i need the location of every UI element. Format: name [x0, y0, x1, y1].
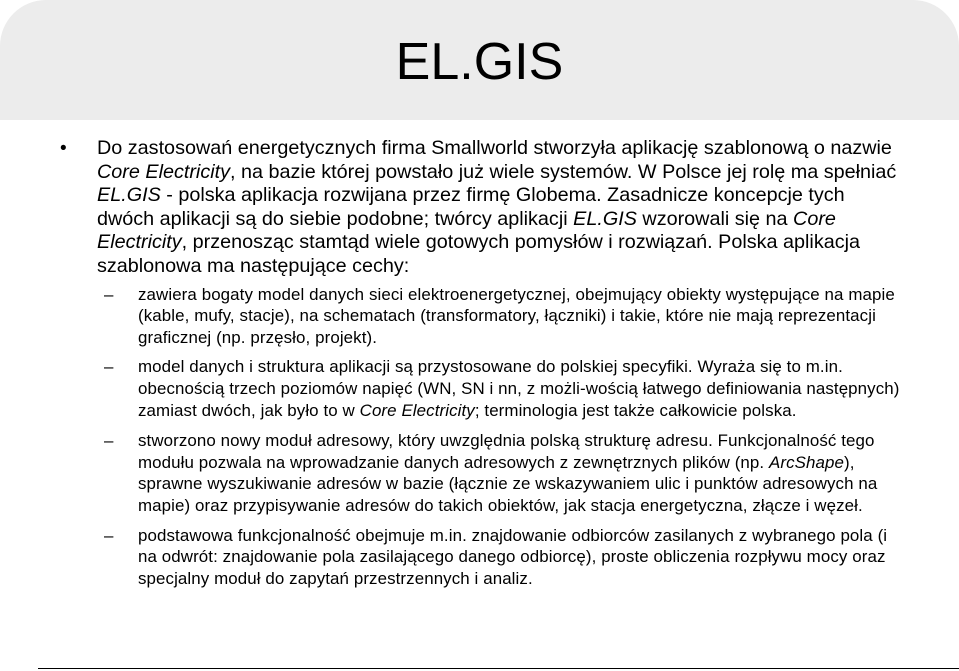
main-bullet: [60, 137, 905, 279]
slide-title: EL.GIS: [395, 33, 564, 91]
list-item: [60, 430, 905, 516]
feature-3-text-a: stworzono nowy moduł adresowy, który uwzględnia polską strukturę adresu. Funkcjonalność tego modułu pozwala na wprowadzanie danych adresowych z zewnętrznych plików (np.: [138, 431, 875, 472]
list-item: [60, 284, 905, 349]
main-text-7: wzorowali się na: [636, 207, 794, 230]
main-text-elgis-2: EL.GIS: [573, 207, 637, 230]
bullet-dot-icon: •: [60, 138, 67, 159]
dash-icon: –: [104, 284, 114, 304]
feature-2-core-electricity: Core Electricity: [359, 400, 475, 420]
main-text-core-electricity-2: Core Electricity: [97, 207, 836, 254]
list-item: [60, 525, 905, 590]
feature-2-text-c: ; terminologia jest także całkowicie polska.: [474, 400, 797, 420]
dash-icon: –: [104, 357, 114, 377]
feature-1-text: zawiera bogaty model danych sieci elektroenergetycznej, obejmujący obiekty występujące na mapie (kable, mufy, stacje), na schematach (transformatory, łączniki) i takie, które nie mają reprezentacji graficznej (np. przęsło, projekt).: [138, 284, 895, 347]
footer-divider: [38, 668, 959, 669]
feature-2-text-a: model danych i struktura aplikacji są przystosowane do polskiej specyfiki. Wyraża się to m.in. obecnością trzech poziomów napięć (WN, SN i nn, z możli-wością łatwego definiowania następnych) zamiast dwóch, jak było to w: [138, 357, 900, 420]
feature-4-text: podstawowa funkcjonalność obejmuje m.in. znajdowanie odbiorców zasilanych z wybranego pola (i na odwrót: znajdowanie pola zasilającego danego odbiorcę), proste obliczenia rozpływu mocy oraz specjalny moduł do zapytań przestrzennych i analiz.: [138, 525, 888, 588]
main-text-core-electricity-1: Core Electricity: [97, 160, 231, 183]
dash-icon: –: [104, 525, 114, 545]
dash-icon: –: [104, 431, 114, 451]
main-text-9: , przenosząc stamtąd wiele gotowych pomysłów i rozwiązań. Polska aplikacja szablonowa ma następujące cechy:: [97, 231, 860, 277]
main-text-1: Do zastosowań energetycznych firma Smallworld stworzyła aplikację szablonową o nazwie: [97, 137, 892, 159]
features-list: [60, 284, 905, 590]
main-text-3: , na bazie której powstało już wiele systemów. W Polsce jej rolę ma spełniać: [230, 160, 897, 183]
main-text-elgis-1: EL.GIS: [97, 184, 161, 207]
list-item: [60, 356, 905, 421]
feature-3-text-c: ), sprawne wyszukiwanie adresów w bazie (łącznie ze wskazywaniem ulic i punktów adresowych na mapie) oraz przypisywanie adresów do takich obiektów, jak stacja energetyczna, złącze i węzeł.: [138, 452, 878, 515]
feature-3-arcshape: ArcShape: [769, 452, 844, 472]
main-text-5: - polska aplikacja rozwijana przez firmę Globema. Zasadnicze koncepcje tych dwóch aplikacji są do siebie podobne; twórcy aplikacji: [97, 184, 845, 230]
slide-body: [60, 137, 905, 596]
